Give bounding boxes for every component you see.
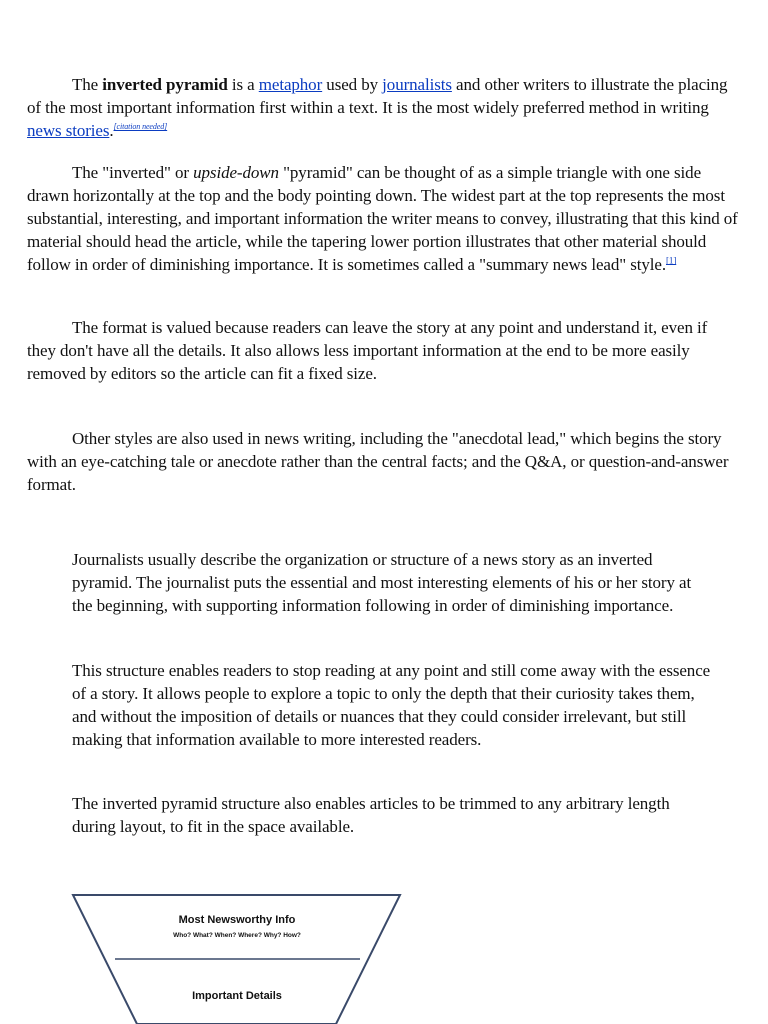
paragraph-journalists-describe: Journalists usually describe the organization or structure of a news story as an inverted pyramid. The journalist puts the essential and most interesting elements of his or her story at the beginning, with supporting information following in order of diminishing importance. [72, 550, 692, 615]
paragraph-intro [27, 73, 739, 142]
text-run: used by [322, 75, 383, 94]
reference-1-link[interactable]: [1] [666, 255, 677, 266]
paragraph-other-styles: Other styles are also used in news writing, including the "anecdotal lead," which begins the story with an eye-catching tale or anecdote rather than the central facts; and the Q&A, or question-and-answer format. [27, 429, 729, 494]
text-run: "pyramid" can be thought of as a simple triangle with one side drawn horizontally at the top and the body pointing down. The widest part at the top represents the most substantial, interesting, and important information the writer means to convey, illustrating that this kind of material should head the article, while the tapering lower portion illustrates that other material should follow in order of diminishing importance. It is sometimes called a "summary news lead" style. [27, 163, 738, 274]
text-run: . [109, 121, 114, 140]
text-run: is a [227, 75, 259, 94]
text-run: The [72, 75, 103, 94]
bold-term: inverted pyramid [102, 75, 228, 94]
paragraph-inverted-description [27, 161, 739, 276]
paragraph-format-value: The format is valued because readers can leave the story at any point and understand it, even if they don't have all the details. It also allows less important information at the end to be more easily removed by editors so the article can fit a fixed size. [27, 318, 708, 383]
paragraph-structure-enables: This structure enables readers to stop reading at any point and still come away with the essence of a story. It allows people to explore a topic to only the depth that their curiosity takes them, and without the imposition of details or nuances that they could consider irrelevant, but still making that information available to more interested readers. [72, 661, 711, 749]
link-news-stories[interactable]: news stories [27, 121, 110, 140]
link-metaphor[interactable]: metaphor [258, 75, 323, 94]
italic-term: upside-down [193, 163, 279, 182]
citation-needed-ref[interactable] [114, 121, 168, 131]
pyramid-top-label: Most Newsworthy Info [178, 914, 296, 926]
reference-1[interactable] [666, 255, 676, 265]
inverted-pyramid-diagram [0, 880, 768, 1024]
paragraph-trimming: The inverted pyramid structure also enables articles to be trimmed to any arbitrary length during layout, to fit in the space available. [72, 794, 670, 836]
text-run: The "inverted" or [72, 163, 194, 182]
text-run: and other writers to illustrate the placing of the most important information first within a text. It is the most widely preferred method in writing [27, 75, 728, 117]
pyramid-top-sublabel: Who? What? When? Where? Why? How? [173, 932, 301, 939]
pyramid-middle-label: Important Details [192, 990, 282, 1002]
citation-needed-label[interactable]: [citation needed] [113, 122, 168, 132]
link-journalists[interactable]: journalists [382, 75, 452, 94]
